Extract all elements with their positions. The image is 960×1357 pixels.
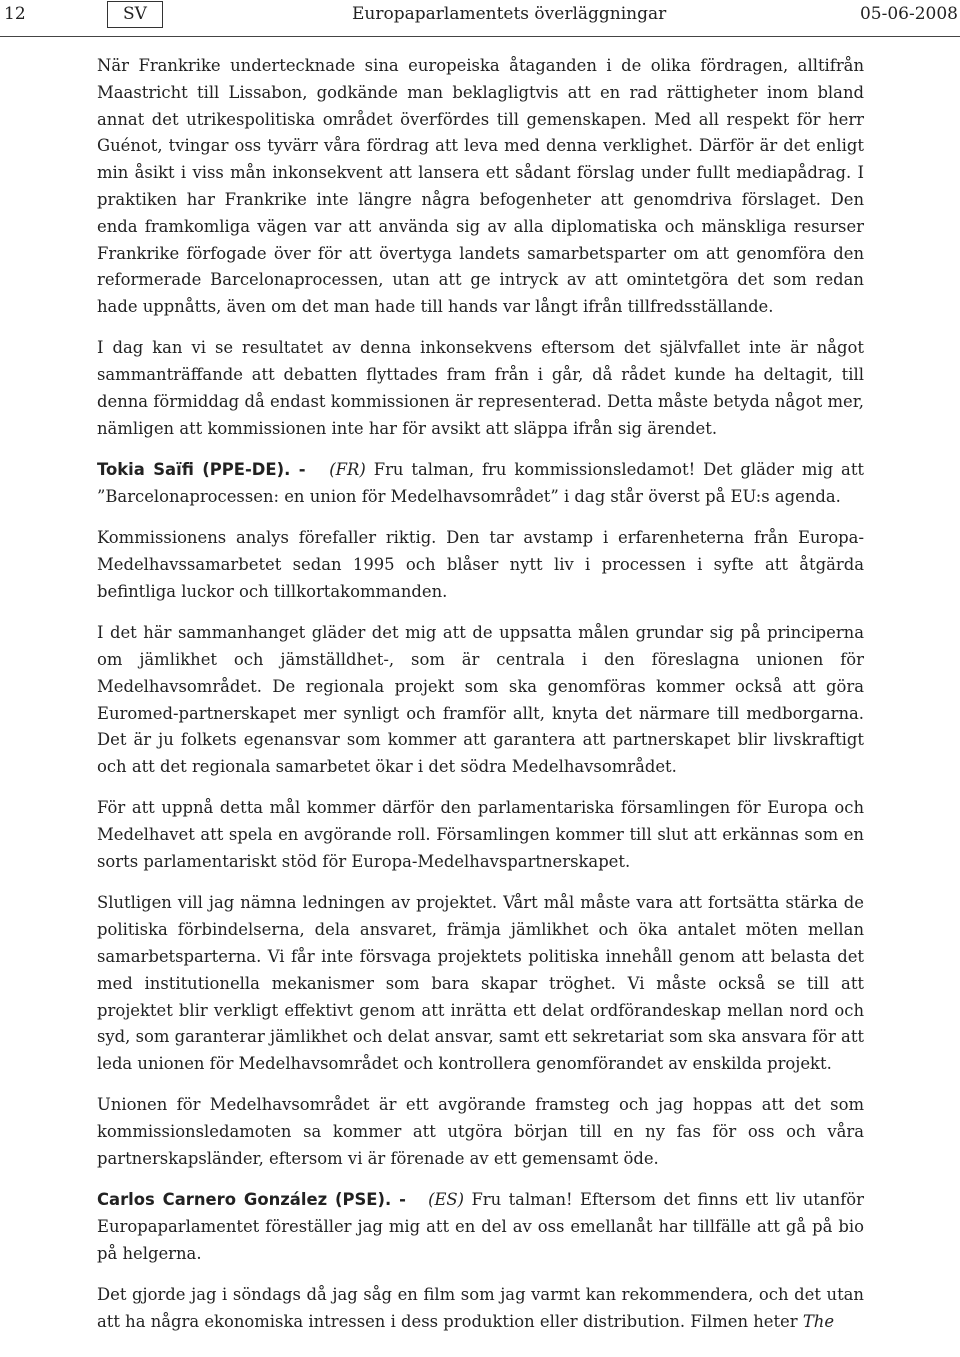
film-title-start: The xyxy=(802,1311,835,1331)
paragraph: När Frankrike undertecknade sina europeiska åtaganden i de olika fördragen, alltifrån Maastricht till Lissabon, godkände man beklagligtvis att en rad rättigheter inom bland annat det utrikespolitiska området överfördes till gemenskapen. Med all respekt för herr Guénot, tvingar oss tyvärr våra fördrag att leva med denna verklighet. Därför är det enligt min åsikt i viss mån inkonsekvent att lansera ett sådant förslag under fullt mediapådrag. I praktiken har Frankrike inte längre några befogenheter att genomdriva förslaget. Den enda framkomliga vägen var att använda sig av alla diplomatiska och mänskliga resurser Frankrike förfogade över för att övertyga landets samarbetsparter om att genomföra den reformerade Barcelonaprocessen, utan att ge intryck av att omintetgöra det som redan hade uppnåtts, även om det man hade till hands var långt ifrån tillfredsställande. xyxy=(97,56,864,317)
language-code: (FR) xyxy=(329,460,366,480)
language-box: SV xyxy=(107,1,163,28)
paragraph: För att uppnå detta mål kommer därför den parlamentariska församlingen för Europa och Medelhavet att spela en avgörande roll. Församlingen kommer till slut att erkännas som en sorts parlamentariskt stöd för Europa-Medelhavspartnerskapet. xyxy=(97,798,864,872)
paragraph: Unionen för Medelhavsområdet är ett avgörande framsteg och jag hoppas att det som kommissionsledamoten sa kommer att utgöra början till en ny fas för oss och våra partnerskapsländer, eftersom vi är förenade av ett gemensamt öde. xyxy=(97,1095,864,1168)
speaker-name: Tokia Saïfi (PPE-DE). - xyxy=(97,460,306,480)
document-title: Europaparlamentets överläggningar xyxy=(352,4,667,24)
speaker-paragraph: Carlos Carnero González (PSE). - (ES) Fru talman! Eftersom det finns ett liv utanför Europaparlamentet föreställer jag mig att en del av oss emellanåt har tillfälle att gå på bio på helgerna. xyxy=(97,1190,864,1263)
page-header xyxy=(0,0,960,37)
speaker-paragraph: Tokia Saïfi (PPE-DE). - (FR) Fru talman, fru kommissionsledamot! Det gläder mig att ”Barcelonaprocessen: en union för Medelhavsområdet” i dag står överst på EU:s agenda. xyxy=(97,460,864,506)
paragraph: I det här sammanhanget gläder det mig att de uppsatta målen grundar sig på principerna om jämlikhet och jämställdhet-, som är centrala i den föreslagna unionen för Medelhavsområdet. De regionala projekt som ska genomföras kommer också att göra Euromed-partnerskapet mer synligt och framför allt, knyta det närmare till medborgarna. Det är ju folkets egenansvar som kommer att garantera att partnerskapet blir livskraftigt och att det regionala samarbetet ökar i det södra Medelhavsområdet. xyxy=(97,623,864,777)
language-code: (ES) xyxy=(428,1190,465,1210)
document-date: 05-06-2008 xyxy=(859,4,958,24)
paragraph: Slutligen vill jag nämna ledningen av projektet. Vårt mål måste vara att fortsätta stärka de politiska förbindelserna, dela ansvaret, främja jämlikhet och öka antalet möten mellan samarbetsparterna. Vi får inte försvaga projektets politiska innehåll genom att belasta det med institutionella mekanismer som bara skapar tröghet. Vi måste också se till att projektet blir verkligt effektivt genom att inrätta ett delat ordförandeskap mellan nord och syd, som garanterar jämlikhet och delat ansvar, samt ett sekretariat som ska ansvara för att leda unionen för Medelhavsområdet och kontrollera genomförandet av enskilda projekt. xyxy=(97,893,864,1074)
document-body xyxy=(97,53,864,1350)
paragraph: Kommissionens analys förefaller riktig. Den tar avstamp i erfarenheterna från Europa-Medelhavssamarbetet sedan 1995 och blåser nytt liv i processen i syfte att åtgärda befintliga luckor och tillkortakommanden. xyxy=(97,528,864,601)
speaker-name: Carlos Carnero González (PSE). - xyxy=(97,1190,406,1210)
page-number: 12 xyxy=(4,4,26,24)
paragraph: Det gjorde jag i söndags då jag såg en film som jag varmt kan rekommendera, och det utan att ha några ekonomiska intressen i dess produktion eller distribution. Filmen heter The xyxy=(97,1285,864,1331)
paragraph: I dag kan vi se resultatet av denna inkonsekvens eftersom det självfallet inte är något sammanträffande att debatten flyttades fram från i går, då rådet kunde ha deltagit, till denna förmiddag då endast kommissionen är representerad. Detta måste betyda något mer, nämligen att kommissionen inte har för avsikt att släppa ifrån sig ärendet. xyxy=(97,338,864,438)
